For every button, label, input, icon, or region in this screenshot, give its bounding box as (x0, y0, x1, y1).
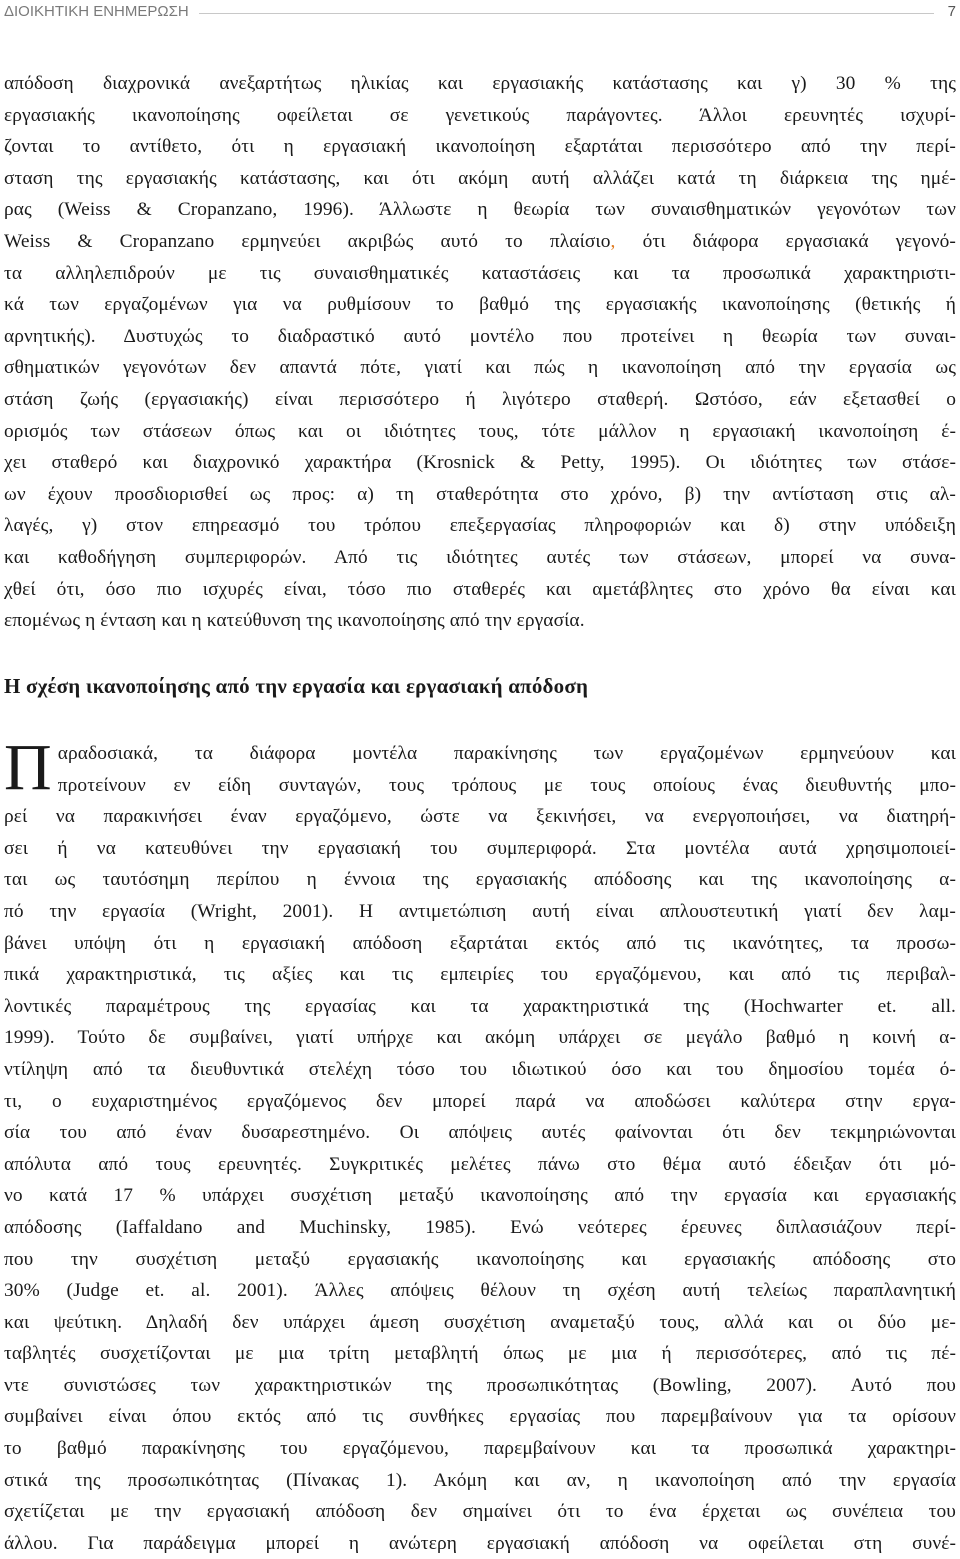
text-line: ων έχουν προσδιορισθεί ως προς: α) τη σταθερότητα στο χρόνο, β) την αντίσταση στις αλ- (4, 483, 956, 505)
text-line: νο κατά 17 % υπάρχει συσχέτιση μεταξύ ικανοποίησης από την εργασία και εργασιακής (4, 1185, 956, 1207)
text-line: απόδοση διαχρονικά ανεξαρτήτως ηλικίας και εργασιακής κατάστασης και γ) 30 % της (4, 73, 956, 94)
text-line: σία του από έναν δυσαρεστημένο. Οι απόψεις αυτές φαίνονται ότι δεν τεκμηριώνονται (4, 1122, 956, 1144)
running-header (4, 0, 956, 22)
paragraph-section-body (4, 731, 956, 1559)
text-line: ντε συνιστώσες των χαρακτηριστικών της προσωπικότητας (Bowling, 2007). Αυτό που (4, 1374, 956, 1396)
text-line: τα αλληλεπιδρούν με τις συναισθηματικές καταστάσεις και τα προσωπικά χαρακτηριστι- (4, 262, 956, 284)
text-line: σει ή να κατευθύνει την εργασιακή του συμπεριφορά. Στα μοντέλα αυτά χρησιμοποιεί- (4, 837, 956, 859)
journal-title: ΔΙΟΙΚΗΤΙΚΗ ΕΝΗΜΕΡΩΣΗ (4, 2, 189, 20)
text-line: αραδοσιακά, τα διάφορα μοντέλα παρακίνησης των εργαζομένων ερμηνεύουν και (57, 743, 956, 764)
text-line-with-accent (4, 226, 956, 258)
text-line: στάση ζωής (εργασιακής) είναι περισσότερο ή λιγότερο σταθερή. Ωστόσο, εάν εξετασθεί ο (4, 388, 956, 410)
text-line: σταση της εργασιακής κατάστασης, και ότι ακόμη αυτή αλλάζει κατά τη διάρκεια της ημέ- (4, 167, 956, 189)
paragraph-intro (4, 68, 956, 637)
text-line: λαγές, γ) στον επηρεασμό του τρόπου επεξεργασίας πληροφοριών και δ) στην υπόδειξη (4, 515, 956, 537)
text-line: απόλυτα από τους ερευνητές. Συγκριτικές μελέτες πάνω στο θέμα αυτό έδειξαν ότι μό- (4, 1153, 956, 1175)
text-line: ντίληψη από τα διευθυντικά στελέχη τόσο του ιδιωτικού όσο και του δημοσίου τομέα ό- (4, 1058, 956, 1080)
text-line: λοντικές παραμέτρους της εργασίας και τα χαρακτηριστικά της (Hochwarter et. all. (4, 995, 956, 1017)
text-line: εργασιακής ικανοποίησης οφείλεται σε γενετικούς παράγοντες. Άλλοι ερευνητές ισχυρί- (4, 104, 956, 126)
text-line: σχετίζεται με την εργασιακή απόδοση δεν σημαίνει ότι το ένα έρχεται ως συνέπεια του (4, 1501, 956, 1523)
text-line: ται ως ταυτόσημη περίπου η έννοια της εργασιακής απόδοσης και της ικανοποίησης α- (4, 869, 956, 891)
text-line: απόδοσης (Iaffaldano and Muchinsky, 1985). Ενώ νεότερες έρευνες διπλασιάζουν περί- (4, 1216, 956, 1238)
text-line: και καθοδήγηση συμπεριφορών. Από τις ιδιότητες αυτές των στάσεων, μπορεί να συνα- (4, 546, 956, 568)
text-line: 1999). Τούτο δε συμβαίνει, γιατί υπήρχε και ακόμη υπάρχει σε μεγάλο βαθμό η κοινή α- (4, 1027, 956, 1049)
text-line: ταβλητές συσχετίζονται με μια τρίτη μεταβλητή όπως με μια ή περισσότερες, από τις πέ- (4, 1343, 956, 1365)
drop-cap: Π (4, 731, 52, 804)
text-line: τι, ο ευχαριστημένος εργαζόμενος δεν μπορεί παρά να αποδώσει καλύτερα στην εργα- (4, 1090, 956, 1112)
text-line: 30% (Judge et. al. 2001). Άλλες απόψεις θέλουν τη σχέση αυτή τελείως παραπλανητική (4, 1280, 956, 1302)
text-line: βάνει υπόψη ότι η εργασιακή απόδοση εξαρτάται εκτός από τις ικανότητες, τα προσω- (4, 932, 956, 954)
text-line: ρεί να παρακινήσει έναν εργαζόμενο, ώστε να ξεκινήσει, να ενεργοποιήσει, να διατηρή- (4, 806, 956, 828)
text-line: και ψεύτικη. Δηλαδή δεν υπάρχει άμεση συσχέτιση αναμεταξύ τους, αλλά και οι δύο με- (4, 1311, 956, 1333)
text-line: που την συσχέτιση μεταξύ εργασιακής ικανοποίησης και εργασιακής απόδοσης στο (4, 1248, 956, 1270)
text-segment: ότι διάφορα εργασιακά γεγονό- (642, 230, 956, 252)
section-heading: Η σχέση ικανοποίησης από την εργασία και εργασιακή απόδοση (4, 674, 589, 698)
header-rule (199, 13, 934, 14)
text-line: ρας (Weiss & Cropanzano, 1996). Άλλωστε η θεωρία των συναισθηματικών γεγονότων των (4, 199, 956, 221)
text-line: συμβαίνει είναι όπου εκτός από τις συνθήκες εργασίας που παρεμβαίνουν για τα ορίσουν (4, 1406, 956, 1428)
text-line: χει σταθερό και διαχρονικό χαρακτήρα (Krosnick & Petty, 1995). Οι ιδιότητες των στάσε- (4, 452, 956, 474)
text-line: ζονται το αντίθετο, ότι η εργασιακή ικανοποίηση εξαρτάται περισσότερο από την περί- (4, 136, 956, 158)
text-line: σθηματικών γεγονότων δεν απαντά πότε, γιατί και πώς η ικανοποίηση από την εργασία ως (4, 357, 956, 379)
page-number: 7 (947, 2, 956, 20)
text-line: πό την εργασία (Wright, 2001). Η αντιμετώπιση αυτή είναι απλουστευτική γιατί δεν λαμ- (4, 900, 956, 922)
text-line: ορισμός των στάσεων όπως και οι ιδιότητες τους, τότε μάλλον η εργασιακή ικανοποίηση έ- (4, 420, 956, 442)
highlighted-comma: , (610, 230, 643, 252)
text-line: άλλου. Για παράδειγμα μπορεί η ανώτερη εργασιακή απόδοση να οφείλεται στη συνέ- (4, 1532, 956, 1554)
text-line: επομένως η ένταση και η κατεύθυνση της ικανοποίησης από την εργασία. (4, 610, 585, 632)
text-segment: Weiss & Cropanzano ερμηνεύει ακριβώς αυτό το πλαίσιο (4, 230, 611, 252)
text-line: κά των εργαζομένων για να ρυθμίσουν το βαθμό της εργασιακής ικανοποίησης (θετικής ή (4, 294, 956, 316)
text-line: αρνητικής). Δυστυχώς το διαδραστικό αυτό μοντέλο που προτείνει η θεωρία των συναι- (4, 325, 956, 347)
text-line: προτείνουν εν είδη συνταγών, τους τρόπους με τους οποίους ένας διευθυντής μπο- (57, 774, 956, 796)
text-line: στικά της προσωπικότητας (Πίνακας 1). Ακόμη και αν, η ικανοποίηση από την εργασία (4, 1469, 956, 1491)
text-line: το βαθμό παρακίνησης του εργαζόμενου, παρεμβαίνουν και τα προσωπικά χαρακτηρι- (4, 1438, 956, 1460)
text-line: χθεί ότι, όσο πιο ισχυρές είναι, τόσο πιο σταθερές και αμετάβλητες στο χρόνο θα είναι και (4, 578, 956, 600)
text-line: πικά χαρακτηριστικά, τις αξίες και τις εμπειρίες του εργαζόμενου, και από τις περιβαλ- (4, 964, 956, 986)
